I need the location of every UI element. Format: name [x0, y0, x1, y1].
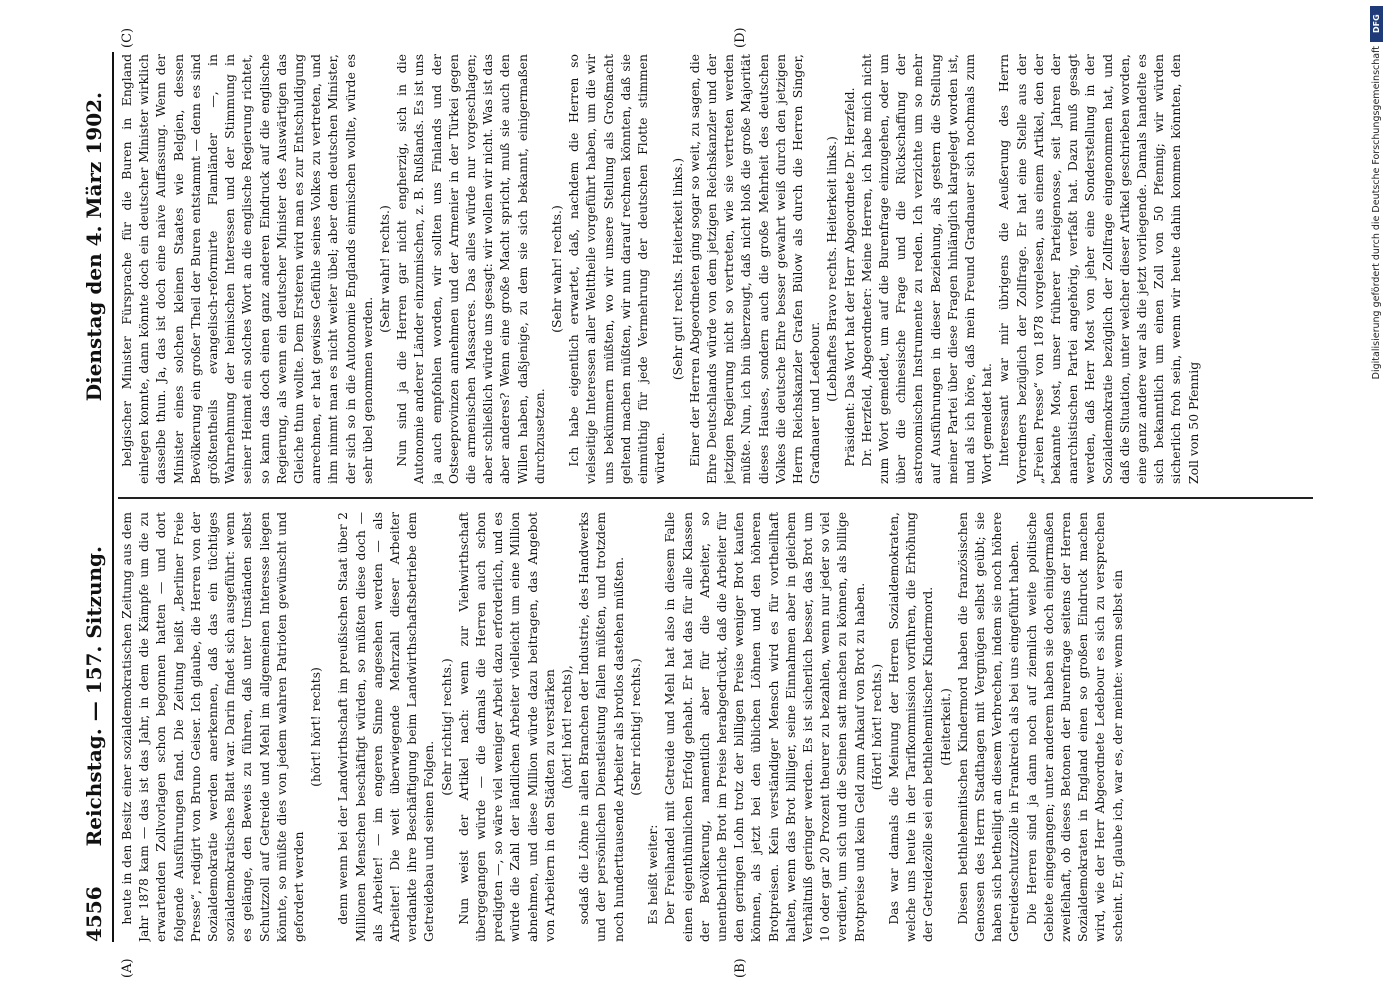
interjection: (hört! hört! rechts) — [308, 667, 324, 787]
paragraph: denn wenn bei der Landwirthschaft im preußischen Staat über 2 Millionen Menschen beschäftigt würden, so müßten diese doch — als Arbeiter! — im engeren Sinne angesehen werden — als Arbeiter! Die weit überwiegende Mehrzahl dieser Arbeiter verdankte ihre Beschäftigung beim Landwirthschaftsbetriebe dem Getreidebau und seinen Folgen. — [335, 512, 437, 942]
left-column — [118, 512, 1318, 942]
page-header — [66, 52, 114, 942]
paragraph: Präsident: Das Wort hat der Herr Abgeordnete Dr. Herzfeld. — [841, 87, 857, 467]
paragraph: Interessant war mir übrigens die Aeußerung des Herrn Vorredners bezüglich der Zollfrage. Er hat eine Stelle aus der „Freien Presse“ von 1878 vorgelesen, aus einem Artikel, den der bekannte Most, unser früherer Parteigenosse, seit Jahren der anarchistischen Partei angehörig, verfaßt hat. Dazu muß gesagt werden, daß Herr Most von jeher eine Sonderstellung in der Sozialdemokratie bezüglich der Zollfrage eingenommen hat, und daß die Situation, unter welcher dieser Artikel geschrieben worden, eine ganz andere war als die jetzt vorliegende. Damals handelte es sich bekanntlich um einen Zoll von 50 Pfennig; wir würden sicherlich froh sein, wenn wir heute dahin kommen könnten, den Zoll von 50 Pfennig — [996, 54, 1201, 484]
paragraph: sodaß die Löhne in allen Branchen der Industrie, des Handwerks und der persönlichen Dienstleistung fallen müßten, und trotzdem noch hunderttausende Arbeiter als brotlos dastehen müßten. — [576, 512, 626, 942]
interjection: (hört! hört! rechts), — [559, 665, 575, 789]
digitization-credit: Digitalisierung gefördert durch die Deutsche Forschungsgemeinschaft — [1371, 46, 1382, 380]
margin-mark-b: (B) — [733, 958, 748, 978]
paragraph: Dr. Herzfeld, Abgeordneter: Meine Herren, ich habe mich nicht zum Wort gemeldet, um auf die Burenfrage einzugehen, oder um über die chinesische Frage und die Rückschaffung der astronomischen Instrumente zu reden. Ich verzichte um so mehr auf Ausführungen in dieser Beziehung, als gestern die Stellung meiner Partei über diese Fragen hinlänglich klargelegt worden ist, und als ich höre, daß mein Freund Gradnauer sich nochmals zum Wort gemeldet hat. — [858, 54, 995, 484]
interjection: (Lebhaftes Bravo rechts. Heiterkeit links.) — [824, 136, 840, 402]
right-column — [118, 54, 1318, 484]
column-divider — [118, 498, 1313, 500]
paragraph: Es heißt weiter: — [645, 824, 661, 925]
paragraph: belgischer Minister Fürsprache für die Buren in England einlegen konnte, dann könnte doch ein deutscher Minister wirklich dasselbe thun. Ja, das ist doch eine naive Auffassung. Wenn der Minister eines solchen kleinen Staates wie Belgien, dessen Bevölkerung ein großer Theil der Buren entstammt — denn es sind größtentheils evangelisch-reformirte Flamländer —, in Wahrnehmung der heimischen Interessen und der Stimmung in seiner Heimat ein solches Wort an die englische Regierung richtet, so kann das doch einen ganz anderen Eindruck auf die englische Regierung, als wenn ein deutscher Minister des Auswärtigen das Gleiche thun wollte. Dem Ersteren wird man es zur Entschuldigung anrechnen, er hat gewisse Gefühle seines Volkes zu vertreten, und ihm nimmt man es nicht weiter übel; aber dem deutschen Minister, der sich so in die Autonomie Englands einmischen wollte, würde es sehr übel genommen werden. — [119, 54, 375, 484]
margin-mark-c: (C) — [120, 27, 135, 48]
paragraph: Diesen bethlehemitischen Kindermord haben die französischen Genossen des Herrn Stadthagen mit Vergnügen selbst geübt; sie haben sich betheiligt an diesem Verbrechen, indem sie noch höhere Getreideschutzzölle in Frankreich als bei uns eingeführt haben. — [954, 512, 1022, 942]
page-number: 4556 — [82, 886, 106, 942]
interjection: (Hört! hört! rechts.) — [868, 663, 884, 791]
interjection: (Sehr wahr! rechts.) — [549, 205, 565, 333]
page-title: Reichstag. — 157. Sitzung. — [82, 545, 106, 847]
margin-mark-a: (A) — [120, 958, 135, 978]
interjection: (Heiterkeit.) — [937, 688, 953, 766]
paragraph: Einer der Herren Abgeordneten ging sogar so weit, zu sagen, die Ehre Deutschlands würde von dem jetzigen Reichskanzler und der jetzigen Regierung nicht so vertreten, wie sie vertreten werden müßte. Nun, ich bin überzeugt, daß nicht bloß die große Majorität dieses Hauses, sondern auch die große Mehrheit des deutschen Volkes die deutsche Ehre besser gewahrt weiß durch den jetzigen Herrn Reichskanzler Grafen Bülow als durch die Herren Singer, Gradnauer und Ledebour. — [686, 54, 823, 484]
paragraph: Ich habe eigentlich erwartet, daß, nachdem die Herren so vielseitige Interessen aller Welttheile vorgeführt haben, um die wir uns bekümmern müßten, wo wir unsere Stellung als Großmacht geltend machen müßten, wir nun darauf rechnen könnten, daß sie einmüthig für jede Vermehrung der deutschen Flotte stimmen würden. — [566, 54, 668, 484]
margin-mark-d: (D) — [733, 27, 748, 48]
digitization-stamp — [1369, 0, 1383, 1000]
dfg-logo: DFG — [1370, 6, 1383, 42]
paragraph: Nun sind ja die Herren gar nicht engherzig, sich in die Autonomie anderer Länder einzumischen, z. B. Rußlands. Es ist uns ja auch empfohlen worden, wir sollten uns Finlands und der Ostseeprovinzen annehmen und der Armenier in der Türkei gegen die armenischen Massacres. Das alles würde nur vorgeschlagen; aber schließlich würde uns gesagt: wir wollen wir nicht. Was ist das aber anderes? Wenn eine große Macht spricht, muß sie auch den Willen haben, daßjenige, zu dem sie sich bekannt, einigermaßen durchzusetzen. — [394, 54, 547, 484]
page-date: Dienstag den 4. März 1902. — [82, 92, 106, 402]
interjection: (Sehr richtig! rechts.) — [627, 658, 643, 796]
paragraph: heute in den Besitz einer sozialdemokratischen Zeitung aus dem Jahr 1878 kam — das ist das Jahr, in dem die Kämpfe um die zu erwartenden Zollvorlagen schon begonnen hatten — und dort folgende Ausführungen fand. Die Zeitung heißt „Berliner Freie Presse“, redigirt von Bruno Geiser. Ich glaube, die Herren von der Sozialdemokratie werden anerkennen, daß das ein tüchtiges sozialdemokratisches Blatt war. Darin findet sich ausgeführt: wenn es gelänge, den Beweis zu führen, daß unter Umständen selbst Schutzzoll auf Getreide und Mehl im allgemeinen Interesse liegen könnte, so müßte dies von jedem wahren Patrioten gewünscht und gefordert werden — [119, 512, 307, 942]
paragraph: Das war damals die Meinung der Herren Sozialdemokraten, welche uns heute in der Tarifkommission vorführen, die Erhöhung der Getreidezölle sei ein bethlehemitischer Kindermord. — [885, 512, 936, 942]
interjection: (Sehr wahr! rechts.) — [377, 205, 393, 333]
interjection: (Sehr richtig! rechts.) — [438, 658, 454, 796]
interjection: (Sehr gut! rechts. Heiterkeit links.) — [669, 157, 685, 381]
newspaper-page — [48, 0, 1348, 1000]
paragraph: Nun weist der Artikel nach: wenn zur Viehwirthschaft übergegangen würde — die damals die Herren auch schon predigten —, so wäre viel weniger Arbeit dazu erforderlich, und es würde die Zahl der ländlichen Arbeiter vielleicht um eine Million abnehmen, und diese Million würde dazu beitragen, das Angebot von Arbeitern in den Städten zu verstärken — [455, 512, 557, 942]
paragraph: Der Freihandel mit Getreide und Mehl hat also in diesem Falle einen eigenthümlichen Erfolg gehabt. Er hat das für alle Klassen der Bevölkerung, namentlich aber für die Arbeiter, so unentbehrliche Brot im Preise herabgedrückt, daß die Arbeiter für den geringen Lohn trotz der billigen Preise weniger Brot kaufen können, als jetzt bei den üblichen Löhnen und den höheren Brotpreisen. Kein verständiger Mensch wird es für vortheilhaft halten, wenn das Brot billiger, seine Einnahmen aber in gleichem Verhältniß geringer werden. Es ist sicherlich besser, das Brot um 10 oder gar 20 Prozent theurer zu bezahlen, wenn nur jeder so viel verdient, um sich und die Seinen satt machen zu können, als billige Brotpreise und kein Geld zum Ankauf von Brot zu haben. — [662, 512, 867, 942]
paragraph: Die Herren sind ja dann noch auf ziemlich weite politische Gebiete eingegangen; unter anderem haben sie doch einigermaßen zweifelhaft, ob dieses Betonen der Burenfrage seitens der Herren Sozialdemokraten in England einen so großen Eindruck machen wird, wie der Herr Abgeordnete Ledebour es sich zu versprechen scheint. Er, glaube ich, war es, der meinte: wenn selbst ein — [1023, 512, 1125, 942]
